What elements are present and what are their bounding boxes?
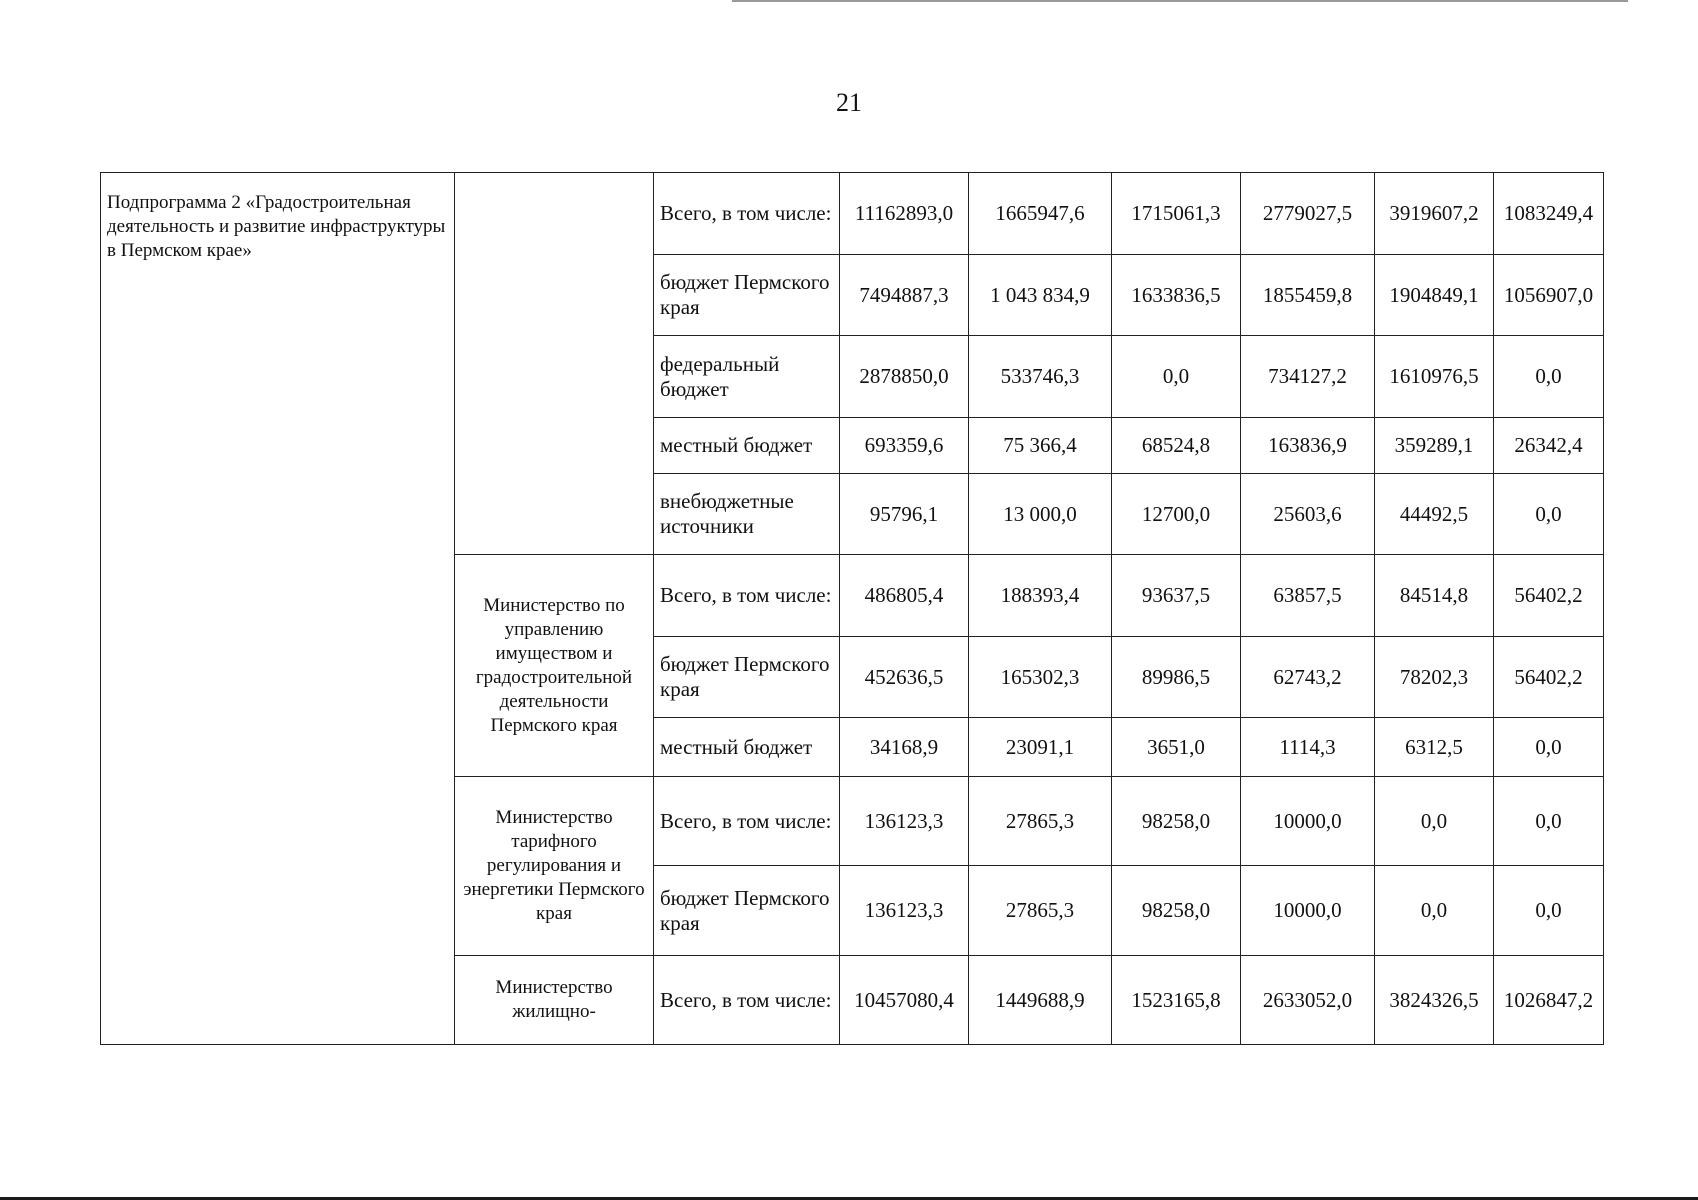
value-cell: 10457080,4	[840, 956, 969, 1045]
source-cell: федеральный бюджет	[654, 336, 840, 418]
value-cell: 2633052,0	[1241, 956, 1375, 1045]
value-cell: 11162893,0	[840, 173, 969, 255]
table-row	[101, 173, 1604, 255]
source-cell: бюджет Пермского края	[654, 866, 840, 956]
value-cell: 0,0	[1494, 718, 1604, 777]
value-cell: 1904849,1	[1375, 255, 1494, 336]
executor-cell	[455, 173, 654, 555]
value-cell: 2878850,0	[840, 336, 969, 418]
value-cell: 12700,0	[1112, 474, 1241, 555]
value-cell: 188393,4	[969, 555, 1112, 637]
value-cell: 25603,6	[1241, 474, 1375, 555]
value-cell: 1114,3	[1241, 718, 1375, 777]
executor-name: Министерство тарифного регулирования и энергетики Пермского края	[463, 807, 645, 924]
value-cell: 0,0	[1494, 336, 1604, 418]
value-cell: 136123,3	[840, 777, 969, 866]
value-cell: 0,0	[1494, 777, 1604, 866]
value-cell: 1449688,9	[969, 956, 1112, 1045]
value-cell: 56402,2	[1494, 555, 1604, 637]
value-cell: 452636,5	[840, 637, 969, 718]
value-cell: 13 000,0	[969, 474, 1112, 555]
budget-table	[100, 172, 1604, 1045]
value-cell: 2779027,5	[1241, 173, 1375, 255]
program-title: Подпрограмма 2 «Градостроительная деятельность и развитие инфраструктуры в Пермском крае»	[107, 192, 446, 261]
value-cell: 1 043 834,9	[969, 255, 1112, 336]
value-cell: 486805,4	[840, 555, 969, 637]
value-cell: 0,0	[1112, 336, 1241, 418]
value-cell: 0,0	[1494, 866, 1604, 956]
source-cell: местный бюджет	[654, 718, 840, 777]
value-cell: 1056907,0	[1494, 255, 1604, 336]
source-cell: Всего, в том числе:	[654, 956, 840, 1045]
value-cell: 359289,1	[1375, 418, 1494, 474]
value-cell: 693359,6	[840, 418, 969, 474]
value-cell: 78202,3	[1375, 637, 1494, 718]
value-cell: 3824326,5	[1375, 956, 1494, 1045]
value-cell: 0,0	[1375, 866, 1494, 956]
value-cell: 1083249,4	[1494, 173, 1604, 255]
value-cell: 89986,5	[1112, 637, 1241, 718]
value-cell: 1026847,2	[1494, 956, 1604, 1045]
value-cell: 7494887,3	[840, 255, 969, 336]
value-cell: 56402,2	[1494, 637, 1604, 718]
value-cell: 93637,5	[1112, 555, 1241, 637]
executor-cell	[455, 777, 654, 956]
executor-cell	[455, 555, 654, 777]
value-cell: 533746,3	[969, 336, 1112, 418]
value-cell: 84514,8	[1375, 555, 1494, 637]
value-cell: 0,0	[1375, 777, 1494, 866]
source-cell: Всего, в том числе:	[654, 777, 840, 866]
value-cell: 26342,4	[1494, 418, 1604, 474]
executor-name: Министерство жилищно-	[495, 977, 613, 1022]
value-cell: 75 366,4	[969, 418, 1112, 474]
value-cell: 44492,5	[1375, 474, 1494, 555]
value-cell: 27865,3	[969, 777, 1112, 866]
value-cell: 3651,0	[1112, 718, 1241, 777]
source-cell: Всего, в том числе:	[654, 173, 840, 255]
value-cell: 63857,5	[1241, 555, 1375, 637]
executor-cell	[455, 956, 654, 1045]
source-cell: бюджет Пермского края	[654, 255, 840, 336]
value-cell: 3919607,2	[1375, 173, 1494, 255]
value-cell: 136123,3	[840, 866, 969, 956]
value-cell: 1633836,5	[1112, 255, 1241, 336]
value-cell: 1665947,6	[969, 173, 1112, 255]
value-cell: 10000,0	[1241, 866, 1375, 956]
value-cell: 165302,3	[969, 637, 1112, 718]
value-cell: 1855459,8	[1241, 255, 1375, 336]
source-cell: внебюджетные источники	[654, 474, 840, 555]
value-cell: 62743,2	[1241, 637, 1375, 718]
source-cell: местный бюджет	[654, 418, 840, 474]
value-cell: 23091,1	[969, 718, 1112, 777]
page-number: 21	[836, 88, 862, 117]
value-cell: 95796,1	[840, 474, 969, 555]
value-cell: 734127,2	[1241, 336, 1375, 418]
value-cell: 34168,9	[840, 718, 969, 777]
value-cell: 6312,5	[1375, 718, 1494, 777]
executor-name: Министерство по управлению имуществом и градостроительной деятельности Пермского края	[475, 594, 633, 736]
source-cell: бюджет Пермского края	[654, 637, 840, 718]
value-cell: 1610976,5	[1375, 336, 1494, 418]
value-cell: 1523165,8	[1112, 956, 1241, 1045]
value-cell: 1715061,3	[1112, 173, 1241, 255]
value-cell: 68524,8	[1112, 418, 1241, 474]
scan-edge-top	[732, 0, 1628, 2]
value-cell: 10000,0	[1241, 777, 1375, 866]
value-cell: 98258,0	[1112, 866, 1241, 956]
value-cell: 163836,9	[1241, 418, 1375, 474]
source-cell: Всего, в том числе:	[654, 555, 840, 637]
value-cell: 0,0	[1494, 474, 1604, 555]
value-cell: 27865,3	[969, 866, 1112, 956]
program-title-cell	[101, 173, 455, 1045]
value-cell: 98258,0	[1112, 777, 1241, 866]
